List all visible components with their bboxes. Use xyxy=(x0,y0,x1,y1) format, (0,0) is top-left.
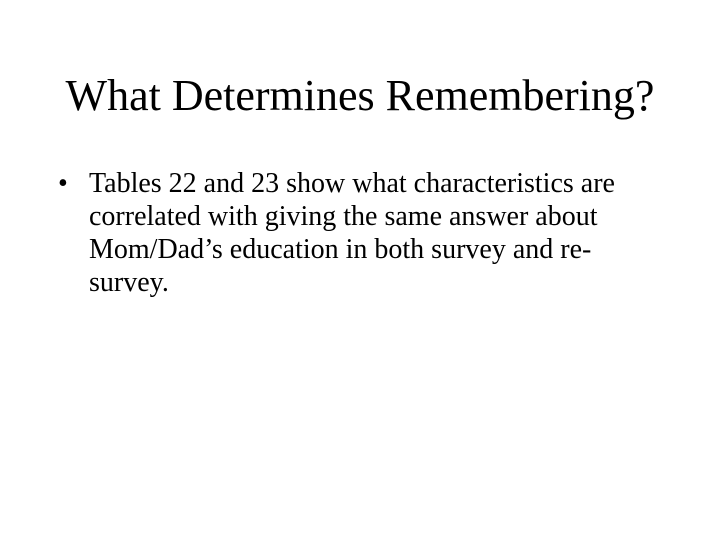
bullet-marker: • xyxy=(58,168,68,199)
bullet-item xyxy=(58,167,668,299)
bullet-list xyxy=(58,167,668,299)
slide-title: What Determines Remembering? xyxy=(65,71,655,120)
bullet-text: Tables 22 and 23 show what characteristics are correlated with giving the same answer about Mom/Dad’s education in both survey and re-survey. xyxy=(89,168,615,298)
